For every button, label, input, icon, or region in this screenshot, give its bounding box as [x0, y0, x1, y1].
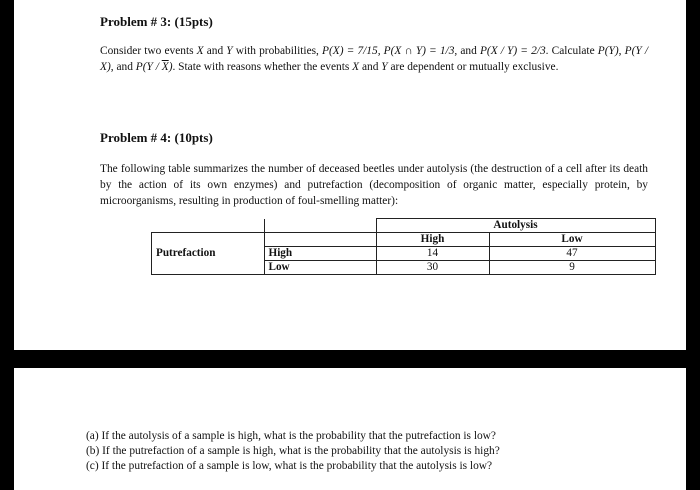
table-row-label: High [264, 247, 376, 261]
p3-var-y: Y [226, 45, 233, 57]
p3-text-seg: and [203, 45, 227, 57]
p3-prob-x-and-y: P(X ∩ Y) = 1/3 [383, 45, 455, 57]
table-cell: 14 [376, 247, 489, 261]
p3-text-seg: . [545, 45, 549, 57]
table-header-autolysis: Autolysis [376, 219, 655, 233]
p3-text-seg: and [359, 61, 382, 73]
beetle-table [151, 218, 656, 275]
question-list [86, 429, 500, 474]
problem-4-text: The following table summarizes the number of deceased beetles under autolysis (the destruction of a cell after its death by the action of its own enzymes) and putrefaction (decomposition of organic matter, especially protein, by microorganisms, resulting in production of foul-smelling matter): [100, 163, 648, 207]
table-empty-cell [152, 233, 265, 247]
table-row [152, 247, 656, 261]
p3-prob-y-given-not-x [136, 61, 173, 73]
problem-3-heading: Problem # 3: (15pts) [100, 14, 213, 29]
p3-prob-x: P(X) = 7/15, [322, 45, 384, 57]
p3-text-seg: . State with reasons whether the events [172, 61, 353, 73]
table-cell: 47 [489, 247, 655, 261]
table-header-low: Low [489, 233, 655, 247]
table-row-label: Low [264, 261, 376, 275]
problem-4-heading: Problem # 4: (10pts) [100, 130, 213, 145]
table-row [152, 233, 656, 247]
table-header-high: High [376, 233, 489, 247]
p3-math-seg: ) [168, 61, 173, 73]
table-empty-cell [264, 233, 376, 247]
p3-prob-y-given-x: P(Y / X) [100, 45, 648, 73]
p3-text-seg: , [618, 45, 625, 57]
p3-var-y: Y [381, 61, 388, 73]
p3-text-seg: , and [454, 45, 480, 57]
p3-text-seg: Calculate [551, 45, 598, 57]
p3-math-seg: P(Y / [135, 61, 162, 73]
question-item: (c) If the putrefaction of a sample is low, what is the probability that the autolysis is low? [86, 460, 493, 472]
p3-prob-y: P(Y) [597, 45, 619, 57]
p3-var-x: X [196, 45, 204, 57]
table-row-header-putrefaction: Putrefaction [152, 247, 265, 275]
p3-math-xbar: $\overline{X}$ [161, 61, 169, 73]
problem-3-text [100, 43, 648, 75]
table-empty-cell [264, 219, 376, 233]
table-cell: 30 [376, 261, 489, 275]
p3-text-seg: with probabilities, [232, 45, 323, 57]
table-cell: 9 [489, 261, 655, 275]
table-header-row [152, 219, 656, 233]
p3-var-x: X [352, 61, 360, 73]
p3-text-seg: are dependent or mutually exclusive. [387, 61, 559, 73]
p3-text-seg: , and [110, 61, 136, 73]
p3-prob-x-given-y: P(X / Y) = 2/3 [479, 45, 546, 57]
question-item: (b) If the putrefaction of a sample is high, what is the probability that the autolysis is high? [86, 445, 500, 457]
document-page-1 [14, 0, 686, 350]
table-empty-cell [152, 219, 265, 233]
question-item: (a) If the autolysis of a sample is high, what is the probability that the putrefaction is low? [86, 430, 496, 442]
p3-text-seg: Consider two events [100, 45, 197, 57]
